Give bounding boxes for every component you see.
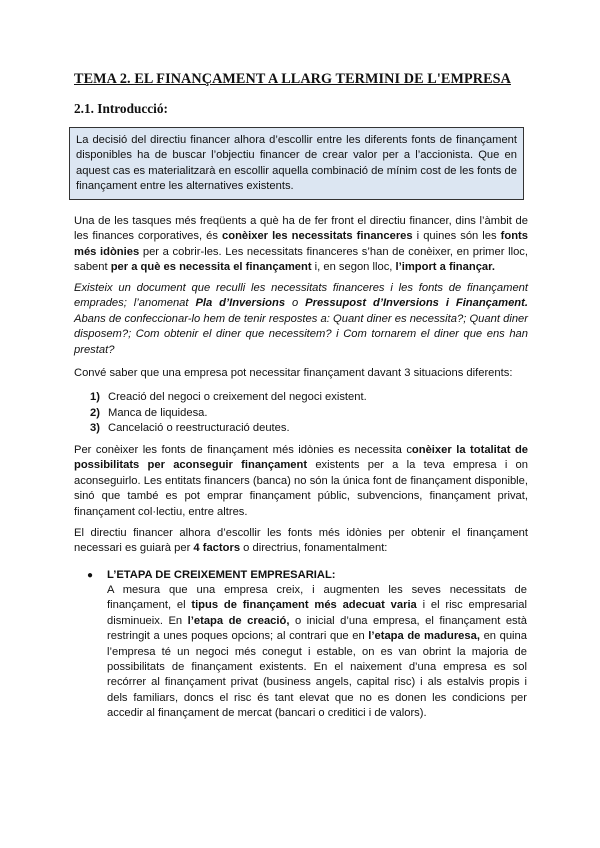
- text-span: en quina l’empresa té un negoci més conegut i estable, on es van obrint la majoria de possibilitats de finançament existents. En el naixement d’una empresa es sol recórrer al finançament privat (business angels, capital risc) i als estalvis propis i dels familiars, doncs el risc és tant elevat que no es donen les condicions per accedir al finançament de mercat (bancari o creditici i de valors).: [107, 630, 527, 720]
- paragraph-financial-needs: [74, 214, 528, 276]
- document-title: TEMA 2. EL FINANÇAMENT A LLARG TERMINI DE L'EMPRESA: [74, 71, 511, 87]
- list-number: 2): [90, 406, 100, 419]
- bullet-icon: ●: [87, 570, 94, 581]
- text-span: Abans de confeccionar-lo hem de tenir respostes a: Quant diner es necessita?; Quant diner disposem?; Com obtenir el diner que necessitem? i Com tornarem el diner que ens han prestat?: [74, 312, 528, 356]
- list-item-text: Manca de liquidesa.: [108, 406, 208, 419]
- paragraph-four-factors: [74, 526, 528, 557]
- text-span: i, en segon lloc,: [311, 261, 396, 274]
- paragraph-investment-plan: [74, 281, 528, 358]
- bold-span: conèixer les necessitats financeres: [222, 230, 413, 243]
- text-span: Una de les tasques més freqüents a què ha de fer front el directiu financer, dins l’àmbit de les finances corporatives, és: [74, 215, 528, 243]
- bold-span: per a què es necessita el finançament: [110, 261, 312, 274]
- text-span: Per conèixer les fonts de finançament més idònies es necessita c: [74, 444, 412, 456]
- bold-span: l’etapa de creació,: [187, 614, 290, 627]
- bold-span: Pla d’Inversions: [195, 297, 286, 310]
- paragraph-funding-sources: [74, 443, 528, 520]
- text-span: i el risc empresarial disminueix. En: [107, 599, 527, 627]
- bold-span: l’etapa de maduresa,: [368, 630, 480, 643]
- section-heading: 2.1. Introducció:: [74, 101, 168, 116]
- situations-list: [90, 390, 367, 437]
- list-number: 1): [90, 391, 100, 403]
- paragraph-situations-intro: Convé saber que una empresa pot necessitar finançament davant 3 situacions diferents:: [74, 367, 513, 379]
- list-item-text: Cancelació o reestructuració deutes.: [108, 422, 290, 434]
- bold-span: 4 factors: [193, 542, 241, 555]
- text-span: per a cobrir-les. Les necessitats financeres s’han de conèixer, en primer lloc, sabent: [74, 245, 528, 274]
- list-number: 3): [90, 422, 100, 434]
- list-item: [90, 390, 367, 406]
- text-span: A mesura que una empresa creix, i augmenten les seves necessitats de finançament, el: [107, 584, 527, 612]
- bold-span: fonts més idònies: [74, 230, 528, 258]
- text-span: o: [285, 297, 306, 310]
- bold-span: onèixer la totalitat de possibilitats per aconseguir finançament: [74, 444, 529, 472]
- bullet-body: [107, 583, 527, 722]
- text-span: o directrius, fonamentalment:: [240, 542, 388, 555]
- text-span: Existeix un document que reculli les necessitats financeres i les fonts de finançament emprades; l’anomenat: [74, 282, 528, 310]
- bold-span: Pressupost d’Inversions i Finançament.: [305, 297, 528, 310]
- list-item-text: Creació del negoci o creixement del negoci existent.: [108, 391, 367, 403]
- bullet-heading: L’ETAPA DE CREIXEMENT EMPRESARIAL:: [107, 569, 336, 581]
- text-span: i quines són les: [412, 230, 501, 243]
- bold-span: tipus de finançament més adecuat varia: [191, 599, 417, 612]
- list-item: [90, 421, 367, 437]
- text-span: o inicial d’una empresa, el finançament està restringit a unes poques opcions; al contrari que en: [107, 614, 527, 643]
- intro-highlight-box: La decisió del directiu financer alhora d’escollir entre les diferents fonts de finançament disponibles ha de buscar l’objectiu financer de crear valor per a l’accionista. Que en aquest cas es materialitzarà en escollir aquella combinació de mínim cost de les fonts de finançament entre les alternatives existents.: [69, 127, 524, 200]
- bold-span: l’import a finançar.: [395, 261, 495, 274]
- text-span: existents per a la teva empresa i on aconseguirlo. Les entitats financers (banca) no són la única font de finançament disponible, sinó que també es pot emprar finançament públic, subvencions, finançament privat, finançament col·lectiu, entre altres.: [74, 459, 529, 518]
- list-item: [90, 406, 367, 422]
- text-span: El directiu financer alhora d’escollir les fonts més idònies per obtenir el finançament necessari es guiarà per: [74, 527, 528, 555]
